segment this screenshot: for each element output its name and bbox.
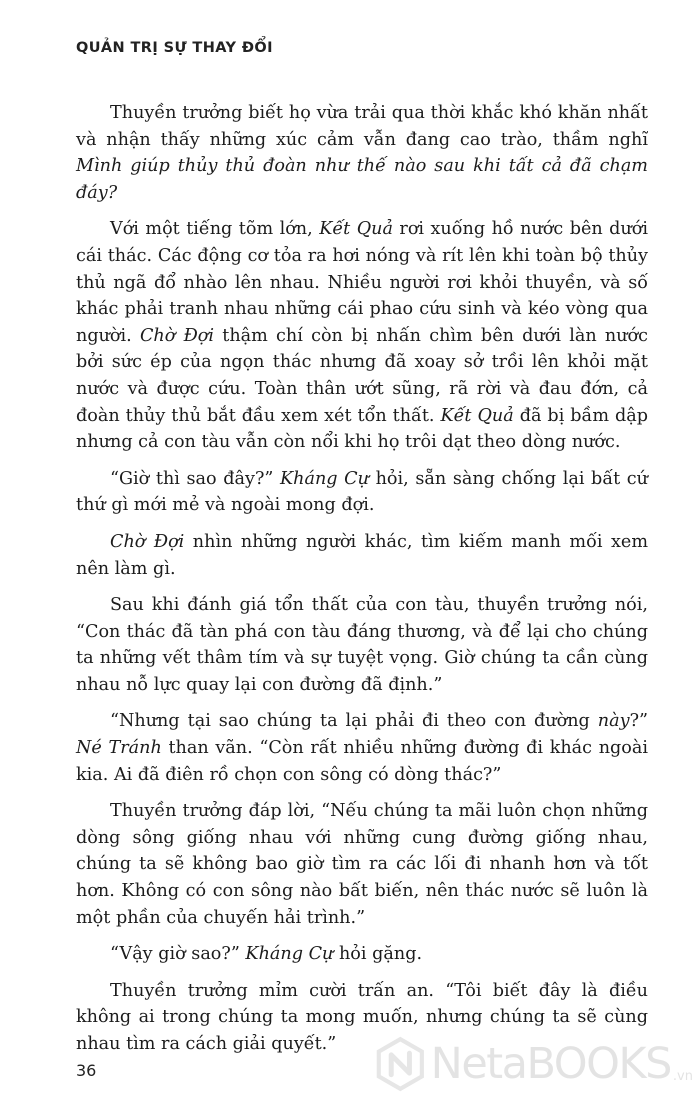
paragraph <box>76 216 648 455</box>
text-run: thậm chí còn bị nhấn chìm bên dưới làn nước bởi sức ép của ngọn thác nhưng đã xoay sở trồi lên khỏi mặt nước và được cứu. Toàn thân ướt sũng, rã rời và đau đớn, cả đoàn thủy thủ bắt đầu xem xét tổn thất. <box>76 325 648 426</box>
netabooks-logo-icon <box>373 1031 428 1097</box>
text-run: Sau khi đánh giá tổn thất của con tàu, thuyền trưởng nói, “Con thác đã tàn phá con tàu đáng thương, và để lại cho chúng ta những vết thâm tím và sự tuyệt vọng. Giờ chúng ta cần cùng nhau nỗ lực quay lại con đường đã định.” <box>76 595 648 695</box>
italic-run: Chờ Đợi <box>110 531 185 552</box>
italic-run: Kháng Cự <box>280 468 369 489</box>
page-number: 36 <box>76 1061 97 1080</box>
watermark-suffix: .vn <box>672 1069 693 1084</box>
text-run: Thuyền trưởng mỉm cười trấn an. “Tôi biết đây là điều không ai trong chúng ta mong muốn, nhưng chúng ta sẽ cùng nhau tìm ra cách giải quyết.” <box>76 980 648 1054</box>
paragraph <box>76 798 648 931</box>
italic-run: Né Tránh <box>76 738 162 759</box>
paragraph <box>76 100 648 206</box>
paragraph <box>76 941 648 968</box>
paragraph <box>76 529 648 582</box>
watermark-text: NetaBOOKS <box>430 1039 671 1089</box>
text-run: hỏi gặng. <box>333 944 423 965</box>
italic-run: Kết Quả <box>440 405 514 426</box>
text-run: hỏi, sẵn sàng chống lại bất cứ thứ gì mới mẻ và ngoài mong đợi. <box>76 468 648 516</box>
text-run: ?” <box>629 711 648 732</box>
italic-run: Kháng Cự <box>245 944 334 965</box>
paragraph <box>76 592 648 698</box>
italic-run: Mình giúp thủy thủ đoàn như thế nào sau khi tất cả đã chạm đáy? <box>76 156 648 203</box>
text-run: nhìn những người khác, tìm kiếm manh mối xem nên làm gì. <box>76 531 648 579</box>
text-run: Thuyền trưởng đáp lời, “Nếu chúng ta mãi luôn chọn những dòng sông giống nhau với những cung đường giống nhau, chúng ta sẽ không bao giờ tìm ra các lối đi nhanh hơn và tốt hơn. Không có con sông nào bất biến, nên thác nước sẽ luôn là một phần của chuyến hải trình.” <box>76 801 648 928</box>
paragraph <box>76 466 648 519</box>
italic-run: này <box>597 711 630 732</box>
running-header-title: QUẢN TRỊ SỰ THAY ĐỔI <box>76 40 273 56</box>
paragraph <box>76 708 648 788</box>
italic-run: Chờ Đợi <box>139 325 215 346</box>
text-run: rơi xuống hồ nước bên dưới cái thác. Các động cơ tỏa ra hơi nóng và rít lên khi toàn bộ thủy thủ ngã đổ nhào lên nhau. Nhiều người rơi khỏi thuyền, và số khác phải tranh nhau những cái phao cứu sinh và kéo vòng qua người. <box>76 219 648 346</box>
watermark <box>373 1024 693 1104</box>
text-run: than vãn. “Còn rất nhiều những đường đi khác ngoài kia. Ai đã điên rồ chọn con sông có dòng thác?” <box>76 738 648 785</box>
book-body-text <box>76 100 648 1068</box>
text-run: “Vậy giờ sao?” <box>110 944 246 965</box>
text-run: đã bị bầm dập nhưng cả con tàu vẫn còn nổi khi họ trôi dạt theo dòng nước. <box>76 405 649 453</box>
text-run: Với một tiếng tõm lớn, <box>110 219 320 240</box>
text-run: “Giờ thì sao đây?” <box>110 468 280 489</box>
italic-run: Kết Quả <box>319 219 393 240</box>
text-run: “Nhưng tại sao chúng ta lại phải đi theo con đường <box>110 711 598 732</box>
text-run: Thuyền trưởng biết họ vừa trải qua thời khắc khó khăn nhất và nhận thấy những xúc cảm vẫn đang cao trào, thầm nghĩ <box>76 103 648 150</box>
